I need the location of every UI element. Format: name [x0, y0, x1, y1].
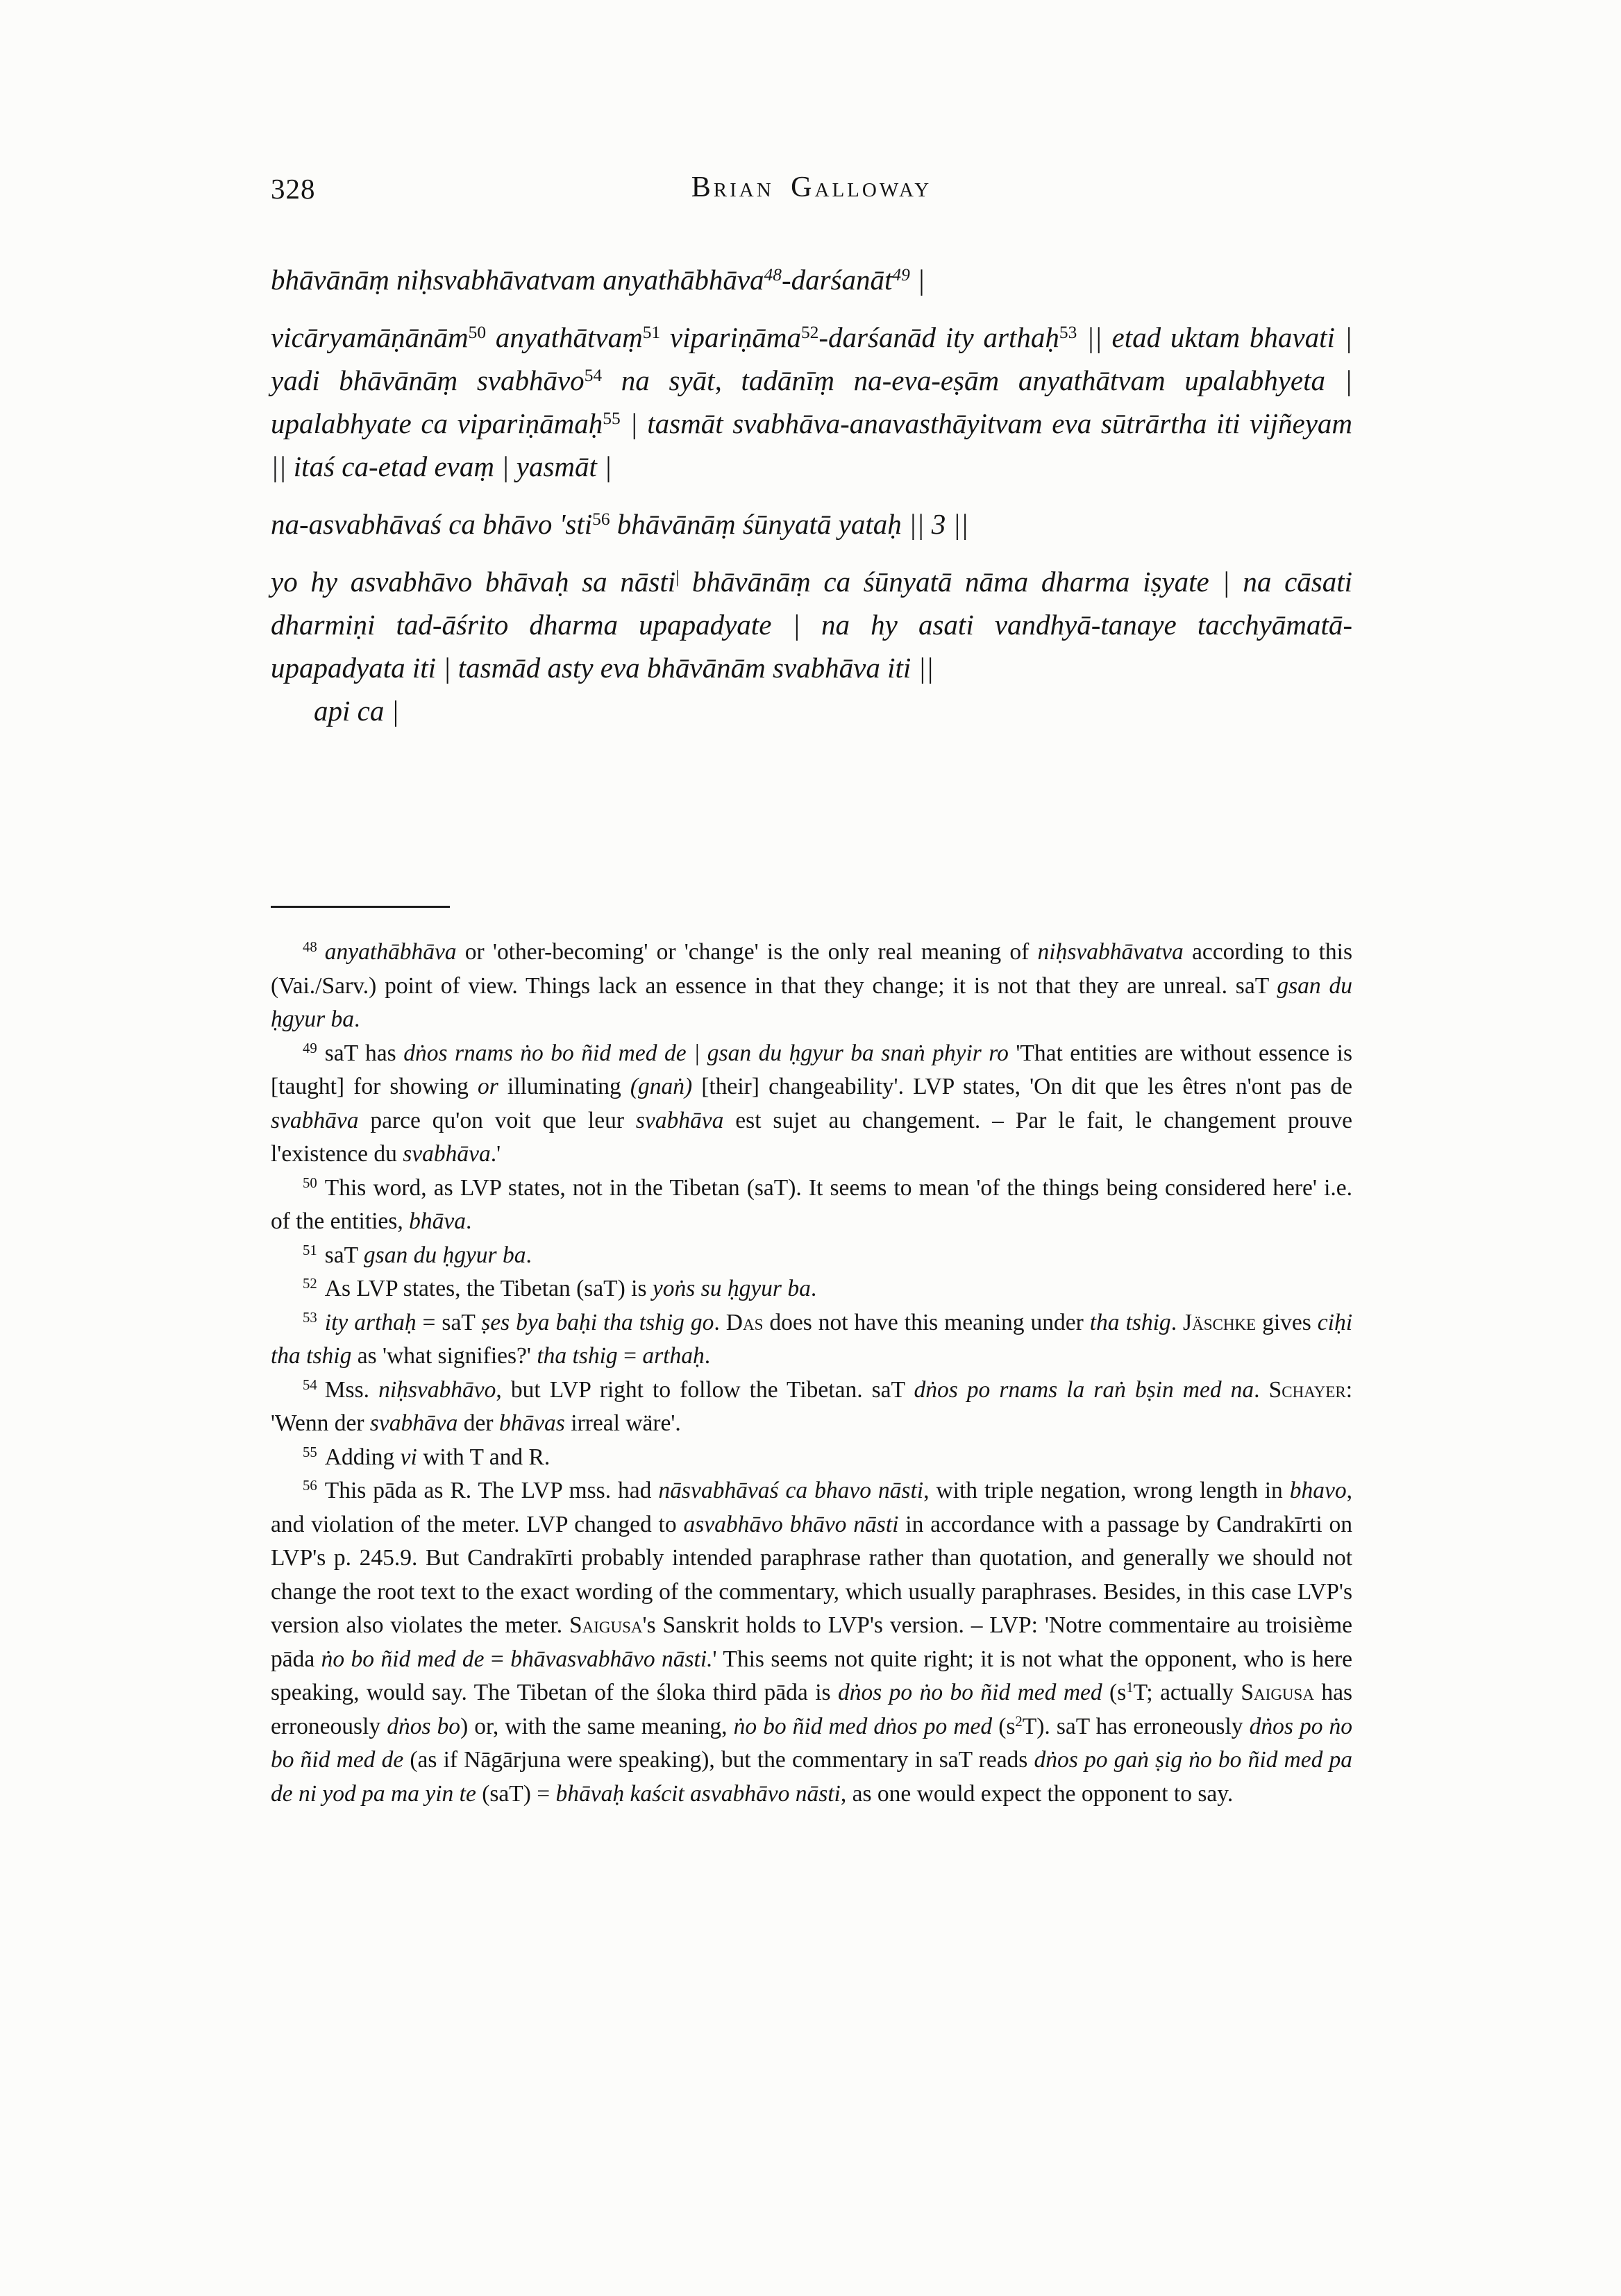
footnote-number: 56 [303, 1478, 317, 1494]
footnote-text: Adding vi with T and R. [324, 1444, 551, 1470]
footnote-separator-rule [271, 906, 450, 908]
footnote-number: 48 [303, 939, 317, 956]
footnote-text: Mss. niḥsvabhāvo, but LVP right to follow the Tibetan. saT dṅos po rnams la raṅ bṣin med na. Schayer: 'Wenn der svabhāva der bhāvas irreal wäre'. [271, 1376, 1352, 1436]
running-header: Brian Galloway [691, 171, 932, 203]
footnote-51 [271, 1239, 1352, 1273]
sanskrit-commentary-paragraph-1: vicāryamāṇānām$^{50}$ anyathātvaṃ$^{51}$ vipariṇāma$^{52}$-darśanād ity arthaḥ$^{53}$ || etad uktam bhavati | yadi bhāvānāṃ svabhāvo$^{54}$ na syāt, tadānīṃ na-eva-eṣām anyathātvam upalabhyeta | upalabhyate ca vipariṇāmaḥ$^{55}$ | tasmāt svabhāva-anavasthāyitvam eva sūtrārtha iti vijñeyam || itaś ca-etad evaṃ | yasmāt | [271, 321, 1353, 482]
footnote-text: ity arthaḥ = saT ṣes bya baḥi tha tshig go. Das does not have this meaning under tha tshig. Jäschke gives ciḥi tha tshig as 'what signifies?' tha tshig = arthaḥ. [271, 1309, 1353, 1369]
footnote-55 [271, 1441, 1352, 1475]
page-header [271, 171, 1352, 204]
footnote-number: 54 [303, 1376, 317, 1393]
footnote-54 [271, 1374, 1352, 1441]
footnote-text: As LVP states, the Tibetan (saT) is yoṅs su ḥgyur ba. [324, 1276, 817, 1301]
footnote-number: 52 [303, 1276, 317, 1292]
footnotes-section [271, 906, 1352, 1811]
sanskrit-verse-line-1: bhāvānāṃ niḥsvabhāvatvam anyathābhāva$^{48}$-darśanāt$^{49}$ | [271, 264, 925, 296]
footnote-text: saT gsan du ḥgyur ba. [324, 1242, 532, 1268]
footnote-number: 55 [303, 1444, 317, 1460]
footnote-text: saT has dṅos rnams ṅo bo ñid med de | gsan du ḥgyur ba snaṅ phyir ro 'That entities are without essence is [taught] for showing or illuminating (gnaṅ) [their] changeability'. LVP states, 'On dit que les êtres n'ont pas de svabhāva parce qu'on voit que leur svabhāva est sujet au changement. – Par le fait, le changement prouve l'existence du svabhāva.' [271, 1040, 1353, 1167]
footnote-number: 53 [303, 1309, 317, 1326]
footnote-number: 50 [303, 1174, 317, 1191]
api-ca-line: api ca | [314, 695, 399, 727]
footnote-text: anyathābhāva or 'other-becoming' or 'change' is the only real meaning of niḥsvabhāvatva according to this (Vai./Sarv.) point of view. Things lack an essence in that they change; it is not that they are unreal. saT gsan du ḥgyur ba. [271, 939, 1352, 1032]
footnote-number: 49 [303, 1040, 317, 1056]
footnote-52 [271, 1272, 1352, 1306]
footnote-48 [271, 936, 1352, 1037]
footnote-49 [271, 1037, 1352, 1172]
sanskrit-commentary-paragraph-2: yo hy asvabhāvo bhāvaḥ sa nāsti| bhāvānāṃ ca śūnyatā nāma dharma iṣyate | na cāsati dharmiṇi tad-āśrito dharma upapadyate | na hy asati vandhyā-tanaye tacchyāmatā-upapadyata iti | tasmād asty eva bhāvānām svabhāva iti || [271, 566, 1353, 684]
footnote-number: 51 [303, 1242, 317, 1258]
footnote-text: This pāda as R. The LVP mss. had nāsvabhāvaś ca bhavo nāsti, with triple negation, wrong length in bhavo, and violation of the meter. LVP changed to asvabhāvo bhāvo nāsti in accordance with a passage by Candrakīrti on LVP's p. 245.9. But Candrakīrti probably intended paraphrase rather than quotation, and generally we should not change the root text to the exact wording of the commentary, which usually paraphrases. Besides, in this case LVP's version also violates the meter. Saigusa's Sanskrit holds to LVP's version. – LVP: 'Notre commentaire au troisième pāda ṅo bo ñid med de = bhāvasvabhāvo nāsti.' This seems not quite right; it is not what the opponent, who is here speaking, would say. The Tibetan of the śloka third pāda is dṅos po ṅo bo ñid med med ($s^1T$; actually Saigusa has erroneously dṅos bo) or, with the same meaning, ṅo bo ñid med dṅos po med $(s^2T)$. saT has erroneously dṅos po ṅo bo ñid med de (as if Nāgārjuna were speaking), but the commentary in saT reads dṅos po gaṅ ṣig ṅo bo ñid med pa de ni yod pa ma yin te (saT) = bhāvaḥ kaścit asvabhāvo nāsti, as one would expect the opponent to say. [271, 1478, 1353, 1807]
footnote-53 [271, 1306, 1352, 1374]
footnote-text: This word, as LVP states, not in the Tibetan (saT). It seems to mean 'of the things being considered here' i.e. of the entities, bhāva. [271, 1174, 1352, 1234]
footnote-56 [271, 1474, 1352, 1811]
footnote-50 [271, 1172, 1352, 1239]
page-number: 328 [271, 173, 316, 205]
body-text [271, 258, 1352, 732]
sanskrit-verse-line-3: na-asvabhāvaś ca bhāvo 'sti$^{56}$ bhāvānāṃ śūnyatā yataḥ || 3 || [271, 508, 969, 540]
